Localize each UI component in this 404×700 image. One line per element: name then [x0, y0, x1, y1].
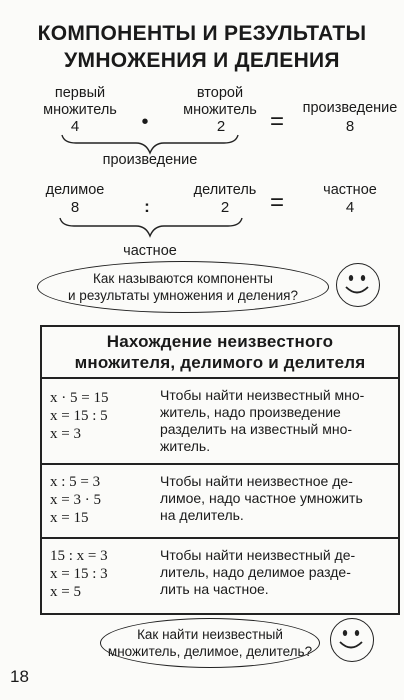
- divisor-value: 2: [220, 199, 230, 216]
- rule-line: литель, надо делимое разде-: [160, 564, 351, 580]
- equation: x = 15: [50, 510, 89, 526]
- rule-line: Чтобы найти неизвестный де-: [160, 547, 356, 563]
- rule-line: житель.: [160, 438, 211, 454]
- equation: x · 5 = 15: [50, 390, 109, 406]
- table-header: [42, 327, 398, 379]
- brace-label: произведение: [102, 152, 198, 168]
- smiley-icon: [336, 263, 380, 307]
- label-line: множитель: [43, 102, 117, 118]
- smiley-face-icon: [331, 619, 371, 659]
- rules-table: [40, 325, 400, 615]
- rule-line: Чтобы найти неизвестный мно-: [160, 387, 365, 403]
- product-value: 8: [345, 118, 355, 135]
- equals-sign: =: [269, 108, 284, 135]
- rule-text: [160, 547, 392, 598]
- header-line: Нахождение неизвестного: [106, 332, 334, 351]
- equation: x = 15 : 5: [50, 408, 108, 424]
- rule-line: лимое, надо частное умножить: [160, 490, 363, 506]
- rule-line: житель, надо произведение: [160, 404, 341, 420]
- equation-block: [50, 389, 108, 443]
- page-title: [0, 20, 404, 74]
- question-bubble: [100, 618, 320, 668]
- question-line: Как найти неизвестный: [137, 627, 283, 642]
- factor-a: 4: [70, 118, 80, 135]
- question-line: Как называются компоненты: [93, 271, 273, 286]
- second-factor-label: [180, 85, 260, 119]
- factor-b: 2: [216, 118, 226, 135]
- label-line: множитель: [183, 102, 257, 118]
- quotient-value: 4: [345, 199, 355, 216]
- question-line: множитель, делимое, делитель?: [107, 644, 313, 659]
- equation-block: [50, 473, 101, 527]
- smiley-icon: [330, 618, 374, 662]
- first-factor-label: [40, 85, 120, 119]
- equation: x = 3 · 5: [50, 492, 101, 508]
- table-row: [42, 465, 398, 539]
- rule-text: [160, 387, 392, 455]
- table-row: [42, 539, 398, 613]
- title-line: УМНОЖЕНИЯ И ДЕЛЕНИЯ: [64, 49, 340, 72]
- equation: x = 5: [50, 584, 81, 600]
- header-line: множителя, делимого и делителя: [74, 353, 366, 372]
- multiply-dot: •: [141, 111, 149, 133]
- label-line: первый: [54, 85, 106, 101]
- quotient-label: частное: [323, 182, 377, 198]
- rule-text: [160, 473, 392, 524]
- question-bubble: [37, 261, 329, 313]
- equation: x : 5 = 3: [50, 474, 101, 490]
- quotient-brace: [58, 216, 244, 240]
- page-number: 18: [10, 667, 29, 686]
- title-line: КОМПОНЕНТЫ И РЕЗУЛЬТАТЫ: [37, 22, 367, 45]
- dividend-label: делимое: [45, 182, 105, 198]
- label-line: второй: [196, 85, 244, 101]
- equals-sign: =: [269, 189, 284, 216]
- smiley-face-icon: [337, 264, 377, 304]
- rule-line: на делитель.: [160, 507, 244, 523]
- equation: 15 : x = 3: [50, 548, 108, 564]
- brace-label: частное: [123, 243, 177, 259]
- question-line: и результаты умножения и деления?: [68, 288, 298, 303]
- divisor-label: делитель: [193, 182, 257, 198]
- divide-sign: :: [144, 197, 150, 216]
- equation: x = 3: [50, 426, 81, 442]
- rule-line: лить на частное.: [160, 581, 269, 597]
- rule-line: разделить на известный мно-: [160, 421, 353, 437]
- equation: x = 15 : 3: [50, 566, 108, 582]
- dividend-value: 8: [70, 199, 80, 216]
- product-label: произведение: [302, 100, 398, 116]
- equation-block: [50, 547, 108, 601]
- rule-line: Чтобы найти неизвестное де-: [160, 473, 353, 489]
- table-row: [42, 379, 398, 465]
